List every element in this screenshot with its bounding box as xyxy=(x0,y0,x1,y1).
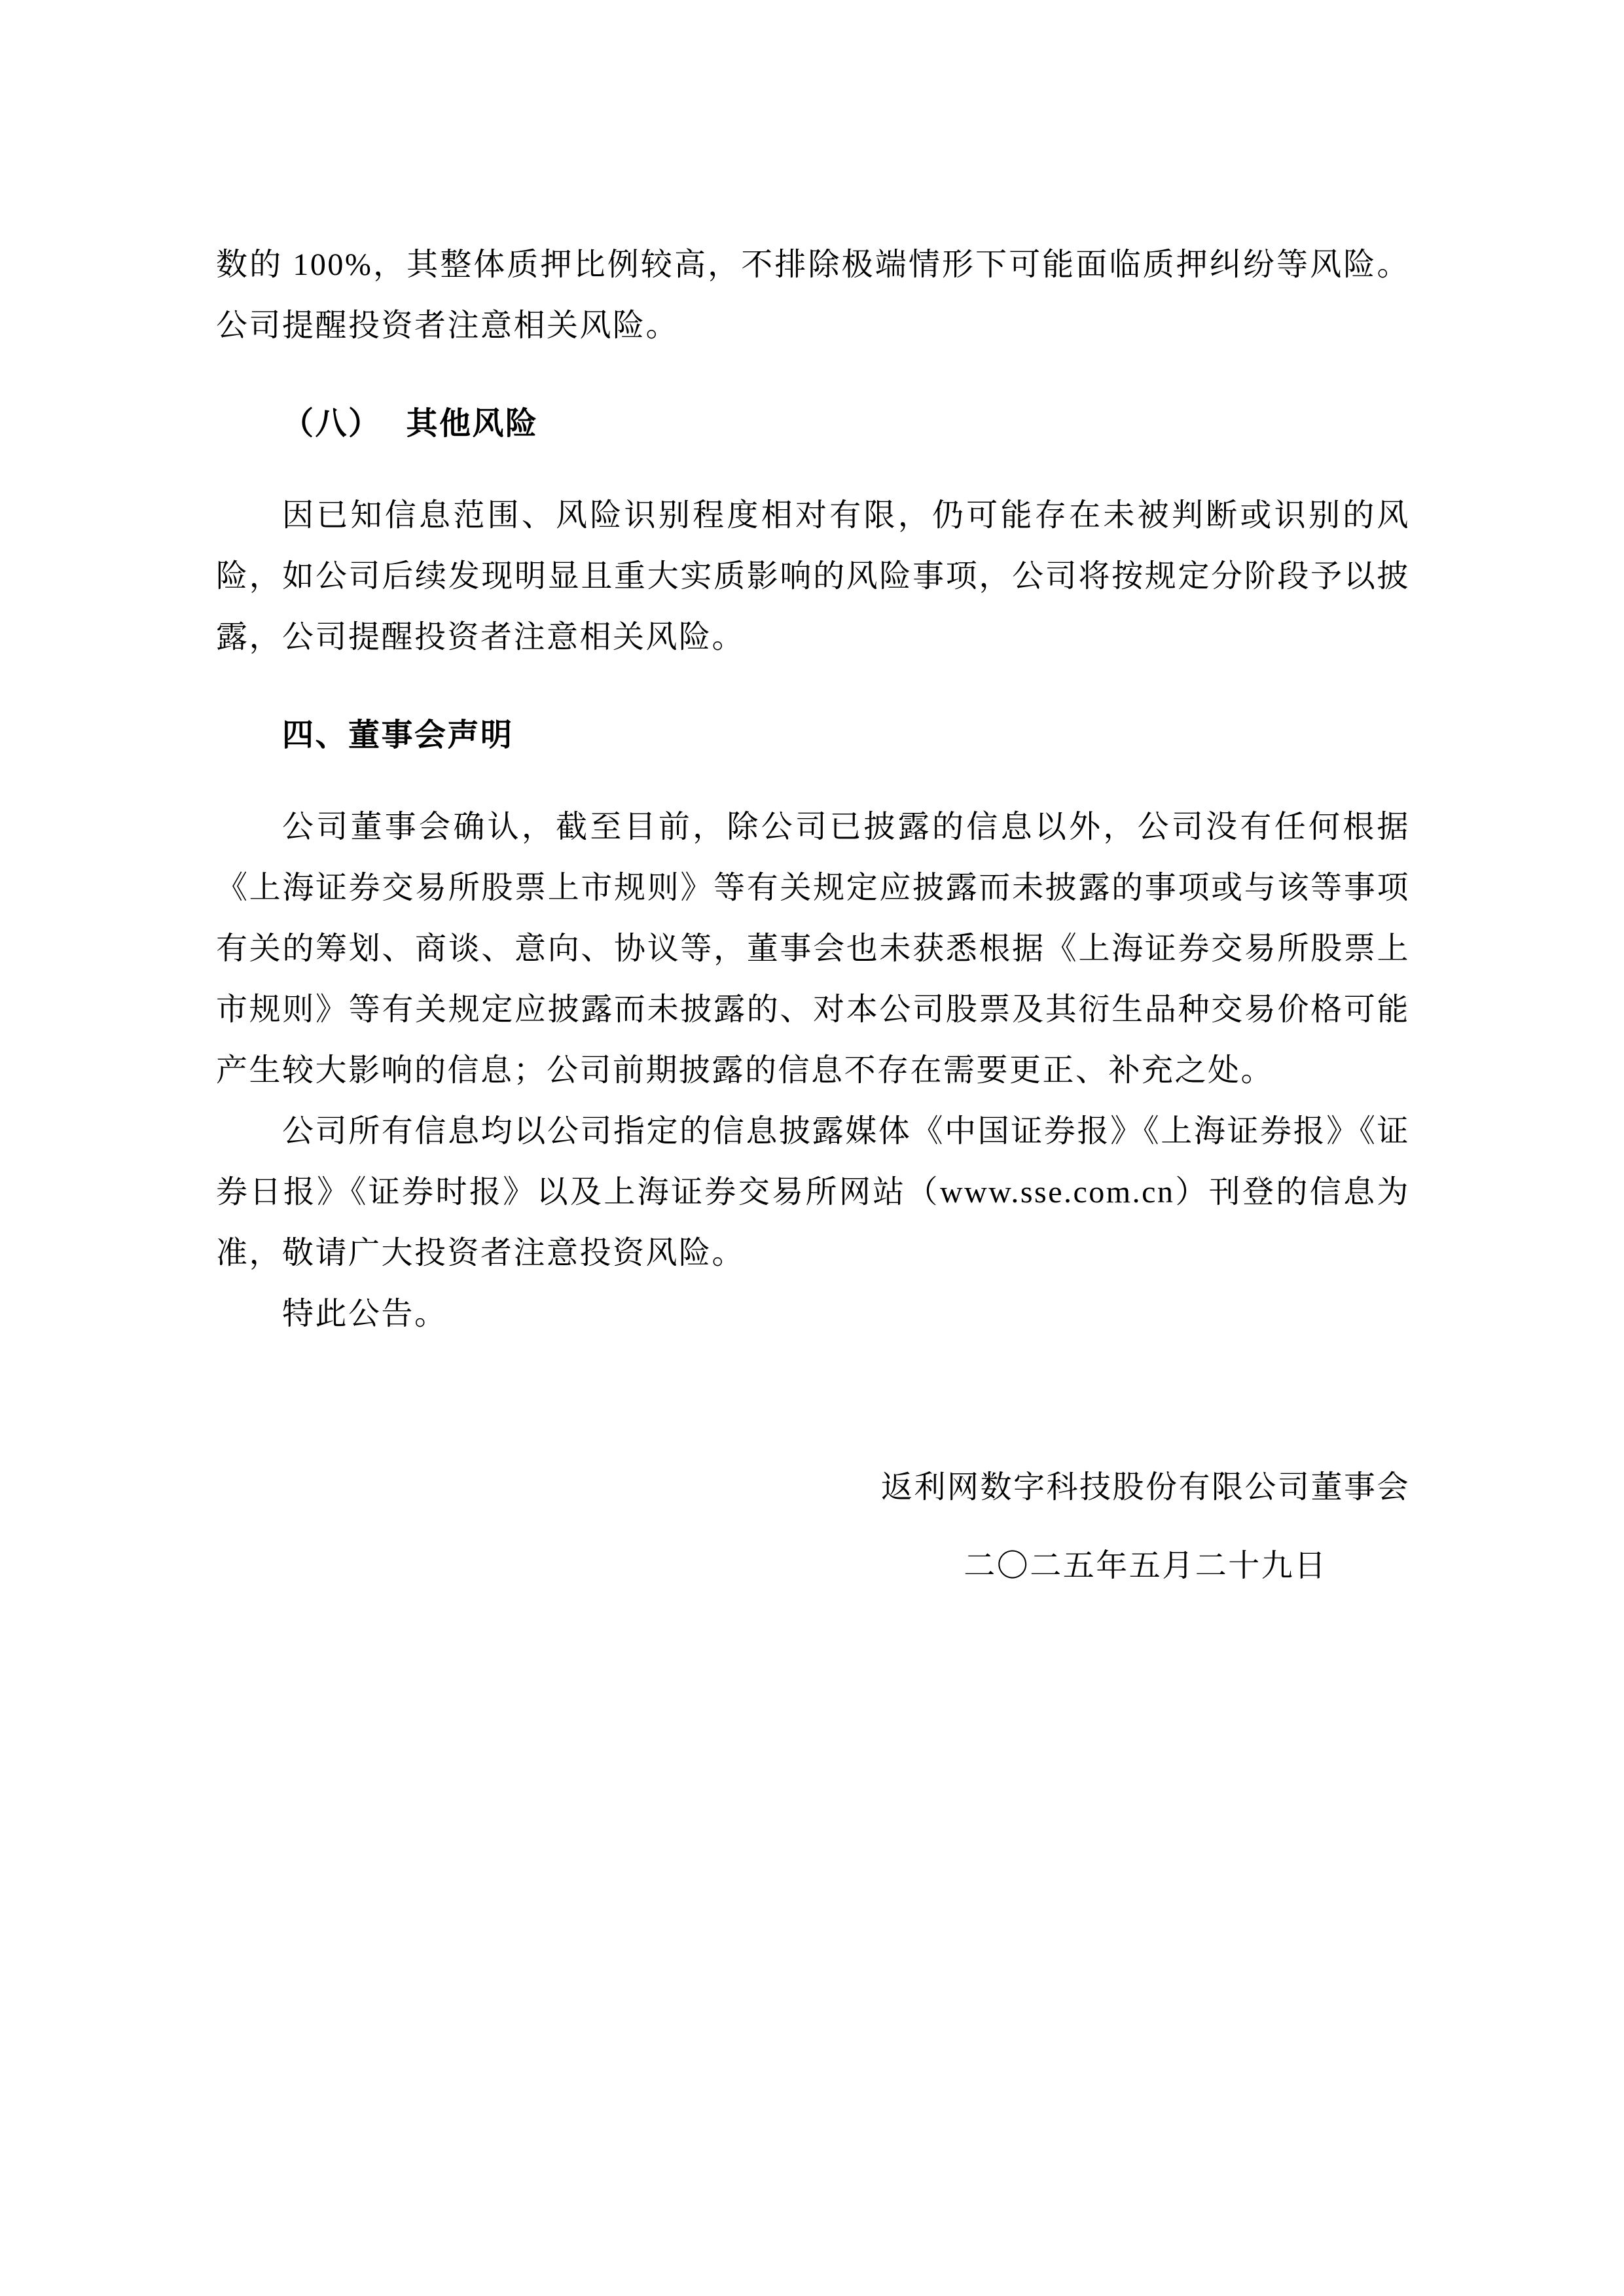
signature-company: 返利网数字科技股份有限公司董事会 xyxy=(880,1470,1410,1505)
heading-other-risks-title: 其他风险 xyxy=(406,406,539,441)
announcement-content xyxy=(216,234,1410,1596)
signature-block xyxy=(881,1457,1410,1596)
paragraph-other-risk: 因已知信息范围、风险识别程度相对有限，仍可能存在未被判断或识别的风险，如公司后续发现明显且重大实质影响的风险事项，公司将按规定分阶段予以披露，公司提醒投资者注意相关风险。 xyxy=(216,498,1410,655)
signature-date: 二〇二五年五月二十九日 xyxy=(964,1549,1327,1583)
paragraph-closing: 特此公告。 xyxy=(282,1297,448,1331)
heading-other-risks xyxy=(216,393,1410,454)
paragraph-pledge-risk-continued: 数的 100%，其整体质押比例较高，不排除极端情形下可能面临质押纠纷等风险。公司提醒投资者注意相关风险。 xyxy=(216,247,1410,343)
heading-board-statement: 四、董事会声明 xyxy=(282,718,514,753)
paragraph-board-statement: 公司董事会确认，截至目前，除公司已披露的信息以外，公司没有任何根据《上海证券交易所股票上市规则》等有关规定应披露而未披露的事项或与该等事项有关的筹划、商谈、意向、协议等，董事会也未获悉根据《上海证券交易所股票上市规则》等有关规定应披露而未披露的、对本公司股票及其衍生品种交易价格可能产生较大影响的信息；公司前期披露的信息不存在需要更正、补充之处。 xyxy=(216,810,1410,1088)
heading-other-risks-number: （八） xyxy=(282,406,382,441)
paragraph-media-notice: 公司所有信息均以公司指定的信息披露媒体《中国证券报》《上海证券报》《证券日报》《证券时报》以及上海证券交易所网站（www.sse.com.cn）刊登的信息为准，敬请广大投资者注意投资风险。 xyxy=(216,1114,1410,1270)
